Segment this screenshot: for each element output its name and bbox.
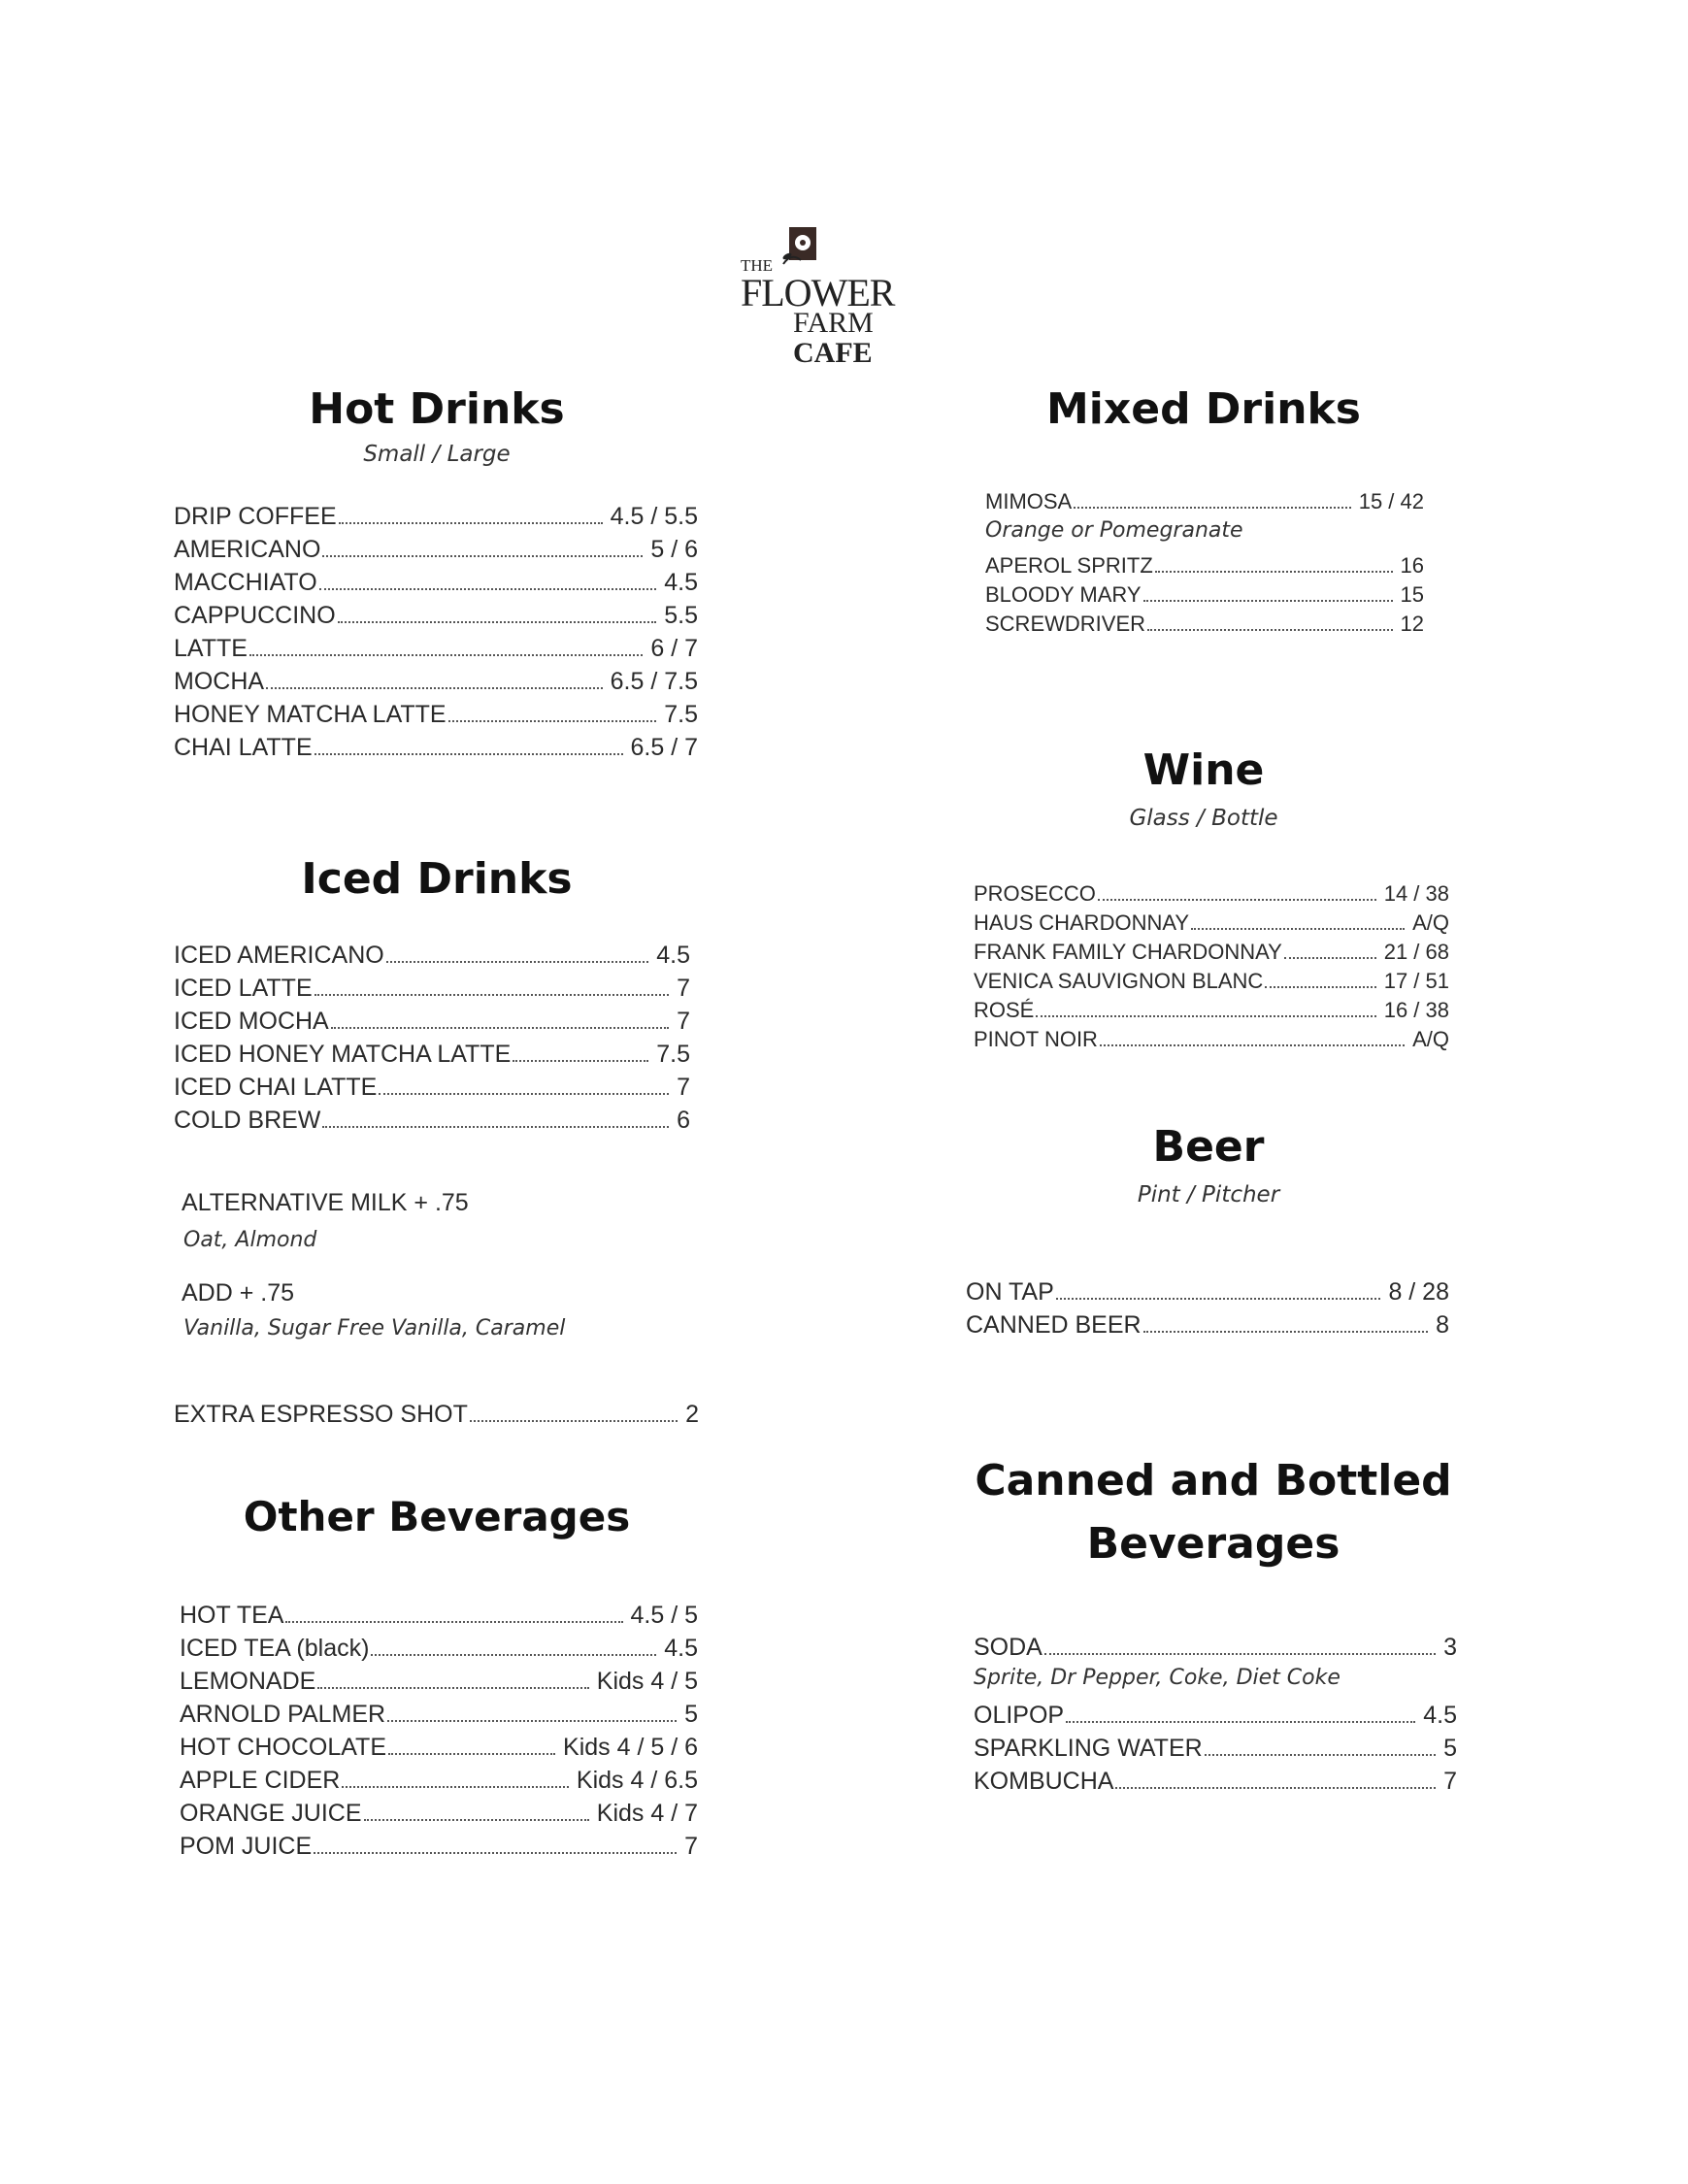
menu-item-name: AMERICANO	[174, 536, 321, 563]
menu-item	[174, 599, 698, 632]
menu-item	[174, 731, 698, 764]
menu-item-price: 5 / 6	[650, 536, 698, 563]
dot-leader	[386, 961, 649, 963]
beer-list	[966, 1275, 1449, 1341]
menu-item-name: ON TAP	[966, 1278, 1054, 1306]
menu-item	[180, 1764, 698, 1797]
menu-item	[974, 1631, 1457, 1664]
menu-item	[974, 996, 1449, 1025]
menu-item	[985, 487, 1424, 516]
menu-item	[974, 1732, 1457, 1765]
menu-item-name: KOMBUCHA	[974, 1768, 1114, 1795]
menu-item-name: OLIPOP	[974, 1702, 1065, 1729]
menu-item	[174, 698, 698, 731]
menu-item-price: 7	[677, 1074, 690, 1101]
dot-leader	[371, 1654, 656, 1656]
logo-the: THE	[741, 256, 774, 275]
dot-leader	[513, 1060, 648, 1062]
other-beverages-title: Other Beverages	[243, 1493, 631, 1540]
menu-item-price: Kids 4 / 5 / 6	[563, 1734, 698, 1761]
menu-item-name: ROSÉ	[974, 998, 1035, 1022]
menu-item	[180, 1665, 698, 1698]
dot-leader	[1066, 1721, 1415, 1723]
menu-item	[974, 1699, 1457, 1732]
menu-item-name: MACCHIATO	[174, 569, 317, 596]
menu-item-price: 4.5 / 5	[630, 1602, 698, 1629]
dot-leader	[1100, 1044, 1405, 1046]
dot-leader	[364, 1819, 589, 1821]
menu-item-name: ICED AMERICANO	[174, 942, 384, 969]
menu-item	[174, 665, 698, 698]
menu-item-name: MIMOSA	[985, 489, 1073, 513]
dot-leader	[322, 1126, 669, 1128]
menu-item-price: 4.5	[1423, 1702, 1457, 1729]
dot-leader	[319, 588, 657, 590]
menu-item-price: 5	[684, 1701, 698, 1728]
dot-leader	[379, 1093, 669, 1095]
menu-item	[174, 533, 698, 566]
dot-leader	[448, 720, 657, 722]
menu-item-name: CAPPUCCINO	[174, 602, 336, 629]
menu-item	[180, 1698, 698, 1731]
mixed-drinks-list	[985, 487, 1424, 639]
menu-item-price: 4.5	[664, 1635, 698, 1662]
menu-item-price: 7	[684, 1833, 698, 1860]
menu-item-name: CANNED BEER	[966, 1311, 1142, 1339]
beer-title: Beer	[1152, 1122, 1265, 1172]
menu-item	[180, 1830, 698, 1863]
menu-item-price: 5.5	[664, 602, 698, 629]
wine-subtitle: Glass / Bottle	[1129, 806, 1278, 831]
extra-espresso-list	[174, 1398, 699, 1431]
menu-item-price: 2	[685, 1401, 699, 1428]
dot-leader	[1056, 1298, 1381, 1300]
wine-title: Wine	[1142, 745, 1265, 795]
menu-item-price: Kids 4 / 6.5	[576, 1767, 698, 1794]
logo-farm: FARM	[793, 307, 874, 339]
dot-leader	[387, 1720, 677, 1722]
dot-leader	[339, 522, 603, 524]
iced-drinks-title: Iced Drinks	[301, 854, 573, 904]
menu-item-price: 8 / 28	[1388, 1278, 1449, 1306]
menu-item	[974, 967, 1449, 996]
menu-item	[985, 551, 1424, 580]
menu-item-name: PINOT NOIR	[974, 1027, 1098, 1051]
menu-item	[974, 1025, 1449, 1054]
menu-item-name: BLOODY MARY	[985, 582, 1142, 607]
menu-item-name: ARNOLD PALMER	[180, 1701, 386, 1728]
menu-item-price: A/Q	[1412, 1027, 1449, 1051]
dot-leader	[1143, 1331, 1429, 1333]
menu-item-name: COLD BREW	[174, 1107, 321, 1134]
logo-cafe: CAFE	[793, 337, 873, 369]
wine-list	[974, 879, 1449, 1054]
menu-item-price: 7	[677, 975, 690, 1002]
dot-leader	[1205, 1754, 1436, 1756]
menu-item	[174, 1038, 690, 1071]
dot-leader	[314, 753, 623, 755]
dot-leader	[1155, 571, 1393, 573]
menu-item-price: 4.5	[656, 942, 690, 969]
other-beverages-list	[180, 1599, 698, 1863]
menu-item-price: A/Q	[1412, 910, 1449, 935]
hot-drinks-list	[174, 500, 698, 764]
menu-item-name: PROSECCO	[974, 881, 1096, 906]
logo-flower: FLOWER	[741, 271, 895, 314]
menu-item-name: APPLE CIDER	[180, 1767, 341, 1794]
menu-item-price: 5	[1443, 1735, 1457, 1762]
menu-item-name: POM JUICE	[180, 1833, 313, 1860]
alternative-milk-label: ALTERNATIVE MILK + .75	[182, 1189, 469, 1216]
menu-item-name: ICED LATTE	[174, 975, 313, 1002]
menu-item-price: 14 / 38	[1383, 881, 1449, 906]
menu-item-price: 16 / 38	[1383, 998, 1449, 1022]
dot-leader	[314, 1852, 677, 1854]
menu-item-note: Orange or Pomegranate	[985, 518, 1243, 543]
alternative-milk-note: Oat, Almond	[183, 1228, 317, 1252]
menu-item-name: VENICA SAUVIGNON BLANC	[974, 969, 1264, 993]
menu-item-price: Kids 4 / 7	[596, 1800, 698, 1827]
menu-item	[174, 500, 698, 533]
dot-leader	[1143, 600, 1393, 602]
dot-leader	[1098, 899, 1376, 901]
flower-emblem-icon	[781, 225, 822, 270]
menu-item	[174, 632, 698, 665]
menu-item-name: SCREWDRIVER	[985, 612, 1146, 636]
menu-item-price: 21 / 68	[1383, 940, 1449, 964]
dot-leader	[470, 1420, 678, 1422]
canned-bottled-title-line2: Beverages	[1086, 1519, 1340, 1569]
menu-item-price: 16	[1400, 553, 1424, 578]
menu-item-name: ICED TEA (black)	[180, 1635, 370, 1662]
menu-item-name: HOT CHOCOLATE	[180, 1734, 386, 1761]
menu-item-name: ICED MOCHA	[174, 1008, 329, 1035]
menu-item-price: 6 / 7	[650, 635, 698, 662]
menu-item	[974, 938, 1449, 967]
menu-item-name: ICED CHAI LATTE	[174, 1074, 378, 1101]
hot-drinks-subtitle: Small / Large	[363, 442, 511, 467]
menu-item-price: 6.5 / 7	[630, 734, 698, 761]
dot-leader	[266, 687, 603, 689]
dot-leader	[322, 555, 643, 557]
hot-drinks-title: Hot Drinks	[309, 384, 565, 434]
menu-item-price: 12	[1400, 612, 1424, 636]
menu-item	[174, 1398, 699, 1431]
menu-item	[174, 939, 690, 972]
menu-item	[174, 972, 690, 1005]
menu-item-price: 7.5	[664, 701, 698, 728]
menu-item	[180, 1632, 698, 1665]
cafe-logo	[733, 225, 895, 371]
add-flavor-note: Vanilla, Sugar Free Vanilla, Caramel	[183, 1316, 566, 1340]
menu-item-price: 15	[1400, 582, 1424, 607]
add-flavor-label: ADD + .75	[182, 1279, 295, 1307]
menu-item-price: 15 / 42	[1358, 489, 1424, 513]
menu-item-name: HAUS CHARDONNAY	[974, 910, 1190, 935]
menu-item-price: 8	[1436, 1311, 1449, 1339]
menu-item	[974, 909, 1449, 938]
menu-item-name: LATTE	[174, 635, 248, 662]
menu-item-price: 4.5	[664, 569, 698, 596]
menu-item-name: EXTRA ESPRESSO SHOT	[174, 1401, 468, 1428]
dot-leader	[1191, 928, 1405, 930]
menu-item	[174, 1104, 690, 1137]
menu-item	[966, 1308, 1449, 1341]
menu-item-name: FRANK FAMILY CHARDONNAY	[974, 940, 1282, 964]
menu-item-name: ICED HONEY MATCHA LATTE	[174, 1041, 512, 1068]
dot-leader	[388, 1753, 555, 1755]
menu-item	[966, 1275, 1449, 1308]
beer-subtitle: Pint / Pitcher	[1137, 1182, 1280, 1208]
menu-item-name: CHAI LATTE	[174, 734, 313, 761]
menu-item	[985, 610, 1424, 639]
menu-item	[180, 1731, 698, 1764]
canned-bottled-title-line1: Canned and Bottled	[975, 1456, 1452, 1506]
menu-item	[180, 1797, 698, 1830]
menu-item-price: 7	[677, 1008, 690, 1035]
iced-drinks-list	[174, 939, 690, 1137]
menu-item-price: 6.5 / 7.5	[610, 668, 698, 695]
menu-item	[974, 879, 1449, 909]
menu-item-price: 6	[677, 1107, 690, 1134]
menu-item	[985, 580, 1424, 610]
menu-item-price: 17 / 51	[1383, 969, 1449, 993]
menu-item-price: 3	[1443, 1634, 1457, 1661]
dot-leader	[249, 654, 643, 656]
menu-item-name: SODA	[974, 1634, 1043, 1661]
mixed-drinks-title: Mixed Drinks	[1046, 384, 1361, 434]
menu-item-name: ORANGE JUICE	[180, 1800, 362, 1827]
menu-item	[180, 1599, 698, 1632]
menu-item-note: Sprite, Dr Pepper, Coke, Diet Coke	[974, 1666, 1340, 1690]
menu-item	[174, 1071, 690, 1104]
dot-leader	[1147, 629, 1393, 631]
menu-item-price: 4.5 / 5.5	[610, 503, 698, 530]
menu-item-price: Kids 4 / 5	[596, 1668, 698, 1695]
menu-item-price: 7.5	[656, 1041, 690, 1068]
menu-item-name: SPARKLING WATER	[974, 1735, 1203, 1762]
dot-leader	[338, 621, 657, 623]
menu-item-name: HONEY MATCHA LATTE	[174, 701, 447, 728]
dot-leader	[317, 1687, 588, 1689]
canned-bottled-list	[974, 1631, 1457, 1798]
dot-leader	[342, 1786, 569, 1788]
dot-leader	[285, 1621, 622, 1623]
dot-leader	[1265, 986, 1375, 988]
dot-leader	[1284, 957, 1376, 959]
dot-leader	[1074, 507, 1350, 509]
menu-item-price: 7	[1443, 1768, 1457, 1795]
dot-leader	[1036, 1015, 1375, 1017]
dot-leader	[314, 994, 669, 996]
menu-item-name: HOT TEA	[180, 1602, 284, 1629]
menu-item-name: APEROL SPRITZ	[985, 553, 1153, 578]
dot-leader	[1044, 1653, 1436, 1655]
dot-leader	[331, 1027, 669, 1029]
menu-item-name: MOCHA	[174, 668, 265, 695]
menu-item	[174, 566, 698, 599]
menu-item-name: LEMONADE	[180, 1668, 316, 1695]
menu-item	[174, 1005, 690, 1038]
menu-item	[974, 1765, 1457, 1798]
menu-item-name: DRIP COFFEE	[174, 503, 337, 530]
dot-leader	[1115, 1787, 1436, 1789]
